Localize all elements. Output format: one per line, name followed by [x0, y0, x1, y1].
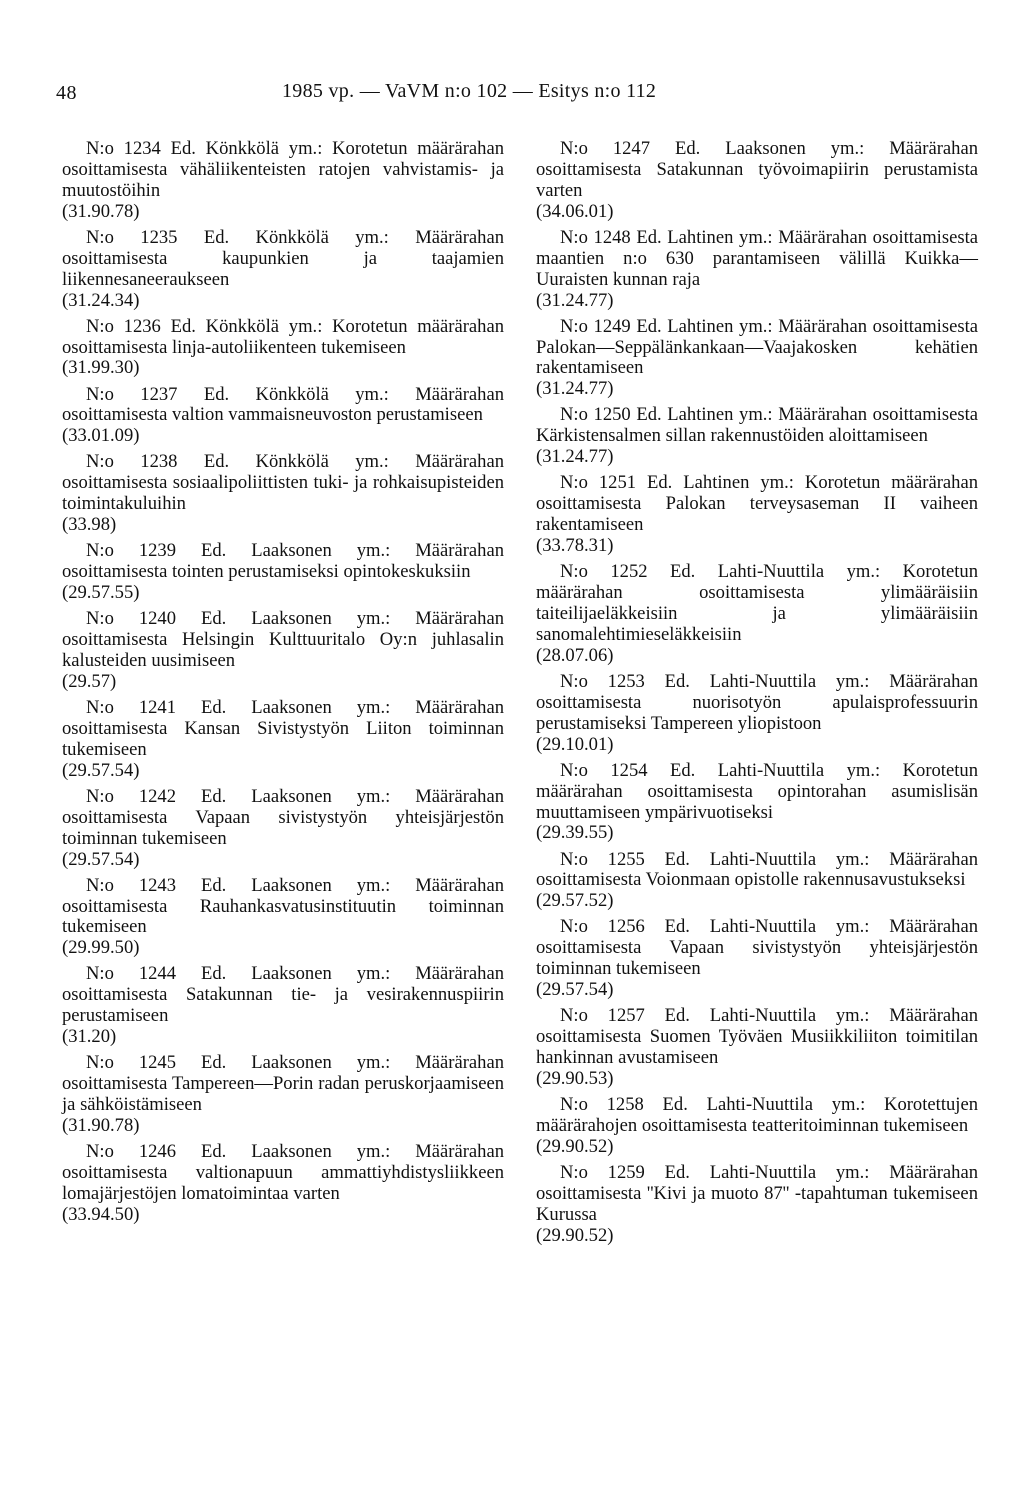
motion-text: N:o 1251 Ed. Lahtinen ym.: Korotetun määrärahan osoittamisesta Palokan terveysaseman II vaiheen rakentamiseen [536, 472, 978, 536]
motion-entry [62, 385, 504, 448]
motion-entry [62, 228, 504, 312]
motion-entry [62, 698, 504, 782]
running-header: 1985 vp. — VaVM n:o 102 — Esitys n:o 112 [282, 80, 657, 102]
motion-text: N:o 1256 Ed. Lahti-Nuuttila ym.: Määrärahan osoittamisesta Vapaan sivistystyön yhteisjärjestön toiminnan tukemiseen [536, 916, 978, 980]
motion-text: N:o 1244 Ed. Laaksonen ym.: Määrärahan osoittamisesta Satakunnan tie- ja vesirakennuspiirin perustamiseen [62, 963, 504, 1027]
budget-code: (31.90.78) [62, 1114, 140, 1136]
budget-code: (29.57.54) [62, 759, 140, 781]
motion-text: N:o 1237 Ed. Könkkölä ym.: Määrärahan osoittamisesta valtion vammaisneuvoston perustamiseen [62, 383, 504, 426]
budget-code: (34.06.01) [536, 200, 614, 222]
motion-text: N:o 1254 Ed. Lahti-Nuuttila ym.: Korotetun määrärahan osoittamisesta opintorahan asumislisän muuttamiseen ympärivuotiseksi [536, 759, 978, 823]
motion-entry [536, 317, 978, 401]
motion-text: N:o 1259 Ed. Lahti-Nuuttila ym.: Määrärahan osoittamisesta ''Kivi ja muoto 87'' -tapahtuman tukemiseen Kurussa [536, 1161, 978, 1225]
budget-code: (29.10.01) [536, 733, 614, 755]
budget-code: (29.57.54) [62, 848, 140, 870]
motion-entry [536, 1163, 978, 1247]
motion-entry [536, 405, 978, 468]
motion-entry [62, 876, 504, 960]
motion-entry [536, 1006, 978, 1090]
motion-entry [62, 964, 504, 1048]
motion-entry [536, 917, 978, 1001]
motion-text: N:o 1252 Ed. Lahti-Nuuttila ym.: Korotetun määrärahan osoittamisesta ylimääräisiin taiteilijaeläkkeisiin ja ylimääräisiin sanomalehtimieseläkkeisiin [536, 561, 978, 645]
motion-entry [62, 317, 504, 380]
left-column [62, 139, 504, 1231]
motion-text: N:o 1245 Ed. Laaksonen ym.: Määrärahan osoittamisesta Tampereen—Porin radan peruskorjaamiseen ja sähköistämiseen [62, 1052, 504, 1116]
motion-text: N:o 1250 Ed. Lahtinen ym.: Määrärahan osoittamisesta Kärkistensalmen sillan rakennustöiden aloittamiseen [536, 404, 978, 447]
motion-entry [62, 1142, 504, 1226]
motion-entry [62, 541, 504, 604]
budget-code: (33.01.09) [62, 425, 140, 447]
motion-text: N:o 1243 Ed. Laaksonen ym.: Määrärahan osoittamisesta Rauhankasvatusinstituutin toiminnan tukemiseen [62, 874, 504, 938]
motion-text: N:o 1241 Ed. Laaksonen ym.: Määrärahan osoittamisesta Kansan Sivistystyön Liiton toiminnan tukemiseen [62, 696, 504, 760]
budget-code: (29.90.52) [536, 1135, 614, 1157]
budget-code: (29.90.52) [536, 1224, 614, 1246]
motion-entry [62, 787, 504, 871]
motion-text: N:o 1248 Ed. Lahtinen ym.: Määrärahan osoittamisesta maantien n:o 630 parantamiseen välillä Kuikka—Uuraisten kunnan raja [536, 226, 978, 290]
motion-text: N:o 1235 Ed. Könkkölä ym.: Määrärahan osoittamisesta kaupunkien ja taajamien liikennesaneeraukseen [62, 226, 504, 290]
motion-text: N:o 1255 Ed. Lahti-Nuuttila ym.: Määrärahan osoittamisesta Voionmaan opistolle rakennusavustukseksi [536, 848, 978, 891]
motion-entry [536, 1095, 978, 1158]
motion-text: N:o 1242 Ed. Laaksonen ym.: Määrärahan osoittamisesta Vapaan sivistystyön yhteisjärjestön toiminnan tukemiseen [62, 785, 504, 849]
motion-text: N:o 1253 Ed. Lahti-Nuuttila ym.: Määrärahan osoittamisesta nuorisotyön apulaisprofessuurin perustamiseksi Tampereen yliopistoon [536, 670, 978, 734]
budget-code: (31.99.30) [62, 357, 140, 379]
budget-code: (29.57.54) [536, 979, 614, 1001]
motion-text: N:o 1240 Ed. Laaksonen ym.: Määrärahan osoittamisesta Helsingin Kulttuuritalo Oy:n juhlasalin kalusteiden uusimiseen [62, 608, 504, 671]
motion-text: N:o 1257 Ed. Lahti-Nuuttila ym.: Määrärahan osoittamisesta Suomen Työväen Musiikkiliiton toimitilan hankinnan avustamiseen [536, 1005, 978, 1069]
budget-code: (31.24.77) [536, 289, 614, 311]
motion-entry [536, 850, 978, 913]
budget-code: (31.24.77) [536, 446, 614, 468]
motion-entry [536, 672, 978, 756]
motion-entry [62, 609, 504, 693]
right-column [536, 139, 978, 1252]
motion-entry [62, 1053, 504, 1137]
motion-text: N:o 1238 Ed. Könkkölä ym.: Määrärahan osoittamisesta sosiaalipoliittisten tuki- ja rohkaisupisteiden toimintakuluihin [62, 451, 504, 515]
motion-entry [536, 139, 978, 223]
motion-entry [62, 139, 504, 223]
motion-text: N:o 1236 Ed. Könkkölä ym.: Korotetun määrärahan osoittamisesta linja-autoliikenteen tukemiseen [62, 315, 504, 358]
motion-entry [536, 562, 978, 667]
motion-text: N:o 1234 Ed. Könkkölä ym.: Korotetun määrärahan osoittamisesta vähäliikenteisten ratojen vahvistamis- ja muutostöihin [62, 138, 504, 201]
motion-entry [536, 473, 978, 557]
motion-text: N:o 1239 Ed. Laaksonen ym.: Määrärahan osoittamisesta tointen perustamiseksi opintokeskuksiin [62, 540, 504, 583]
budget-code: (29.99.50) [62, 937, 140, 959]
budget-code: (31.24.77) [536, 378, 614, 400]
budget-code: (29.57.55) [62, 582, 140, 604]
budget-code: (28.07.06) [536, 644, 614, 666]
motion-text: N:o 1249 Ed. Lahtinen ym.: Määrärahan osoittamisesta Palokan—Seppälänkankaan—Vaajakosken kehätien rakentamiseen [536, 315, 978, 379]
budget-code: (33.78.31) [536, 535, 614, 557]
motion-text: N:o 1247 Ed. Laaksonen ym.: Määrärahan osoittamisesta Satakunnan työvoimapiirin perustamista varten [536, 138, 978, 201]
budget-code: (31.20) [62, 1026, 117, 1048]
budget-code: (33.94.50) [62, 1203, 140, 1225]
budget-code: (29.90.53) [536, 1067, 614, 1089]
page-number: 48 [56, 82, 77, 104]
budget-code: (31.90.78) [62, 200, 140, 222]
motion-text: N:o 1258 Ed. Lahti-Nuuttila ym.: Korotettujen määrärahojen osoittamisesta teatteritoiminnan tukemiseen [536, 1094, 978, 1136]
motion-entry [536, 761, 978, 845]
motion-entry [536, 228, 978, 312]
budget-code: (31.24.34) [62, 289, 140, 311]
budget-code: (29.57) [62, 670, 117, 692]
motion-text: N:o 1246 Ed. Laaksonen ym.: Määrärahan osoittamisesta valtionapuun ammattiyhdistysliikkeen lomajärjestöjen lomatoimintaa varten [62, 1141, 504, 1204]
budget-code: (29.57.52) [536, 890, 614, 912]
budget-code: (33.98) [62, 514, 117, 536]
budget-code: (29.39.55) [536, 822, 614, 844]
motion-entry [62, 452, 504, 536]
